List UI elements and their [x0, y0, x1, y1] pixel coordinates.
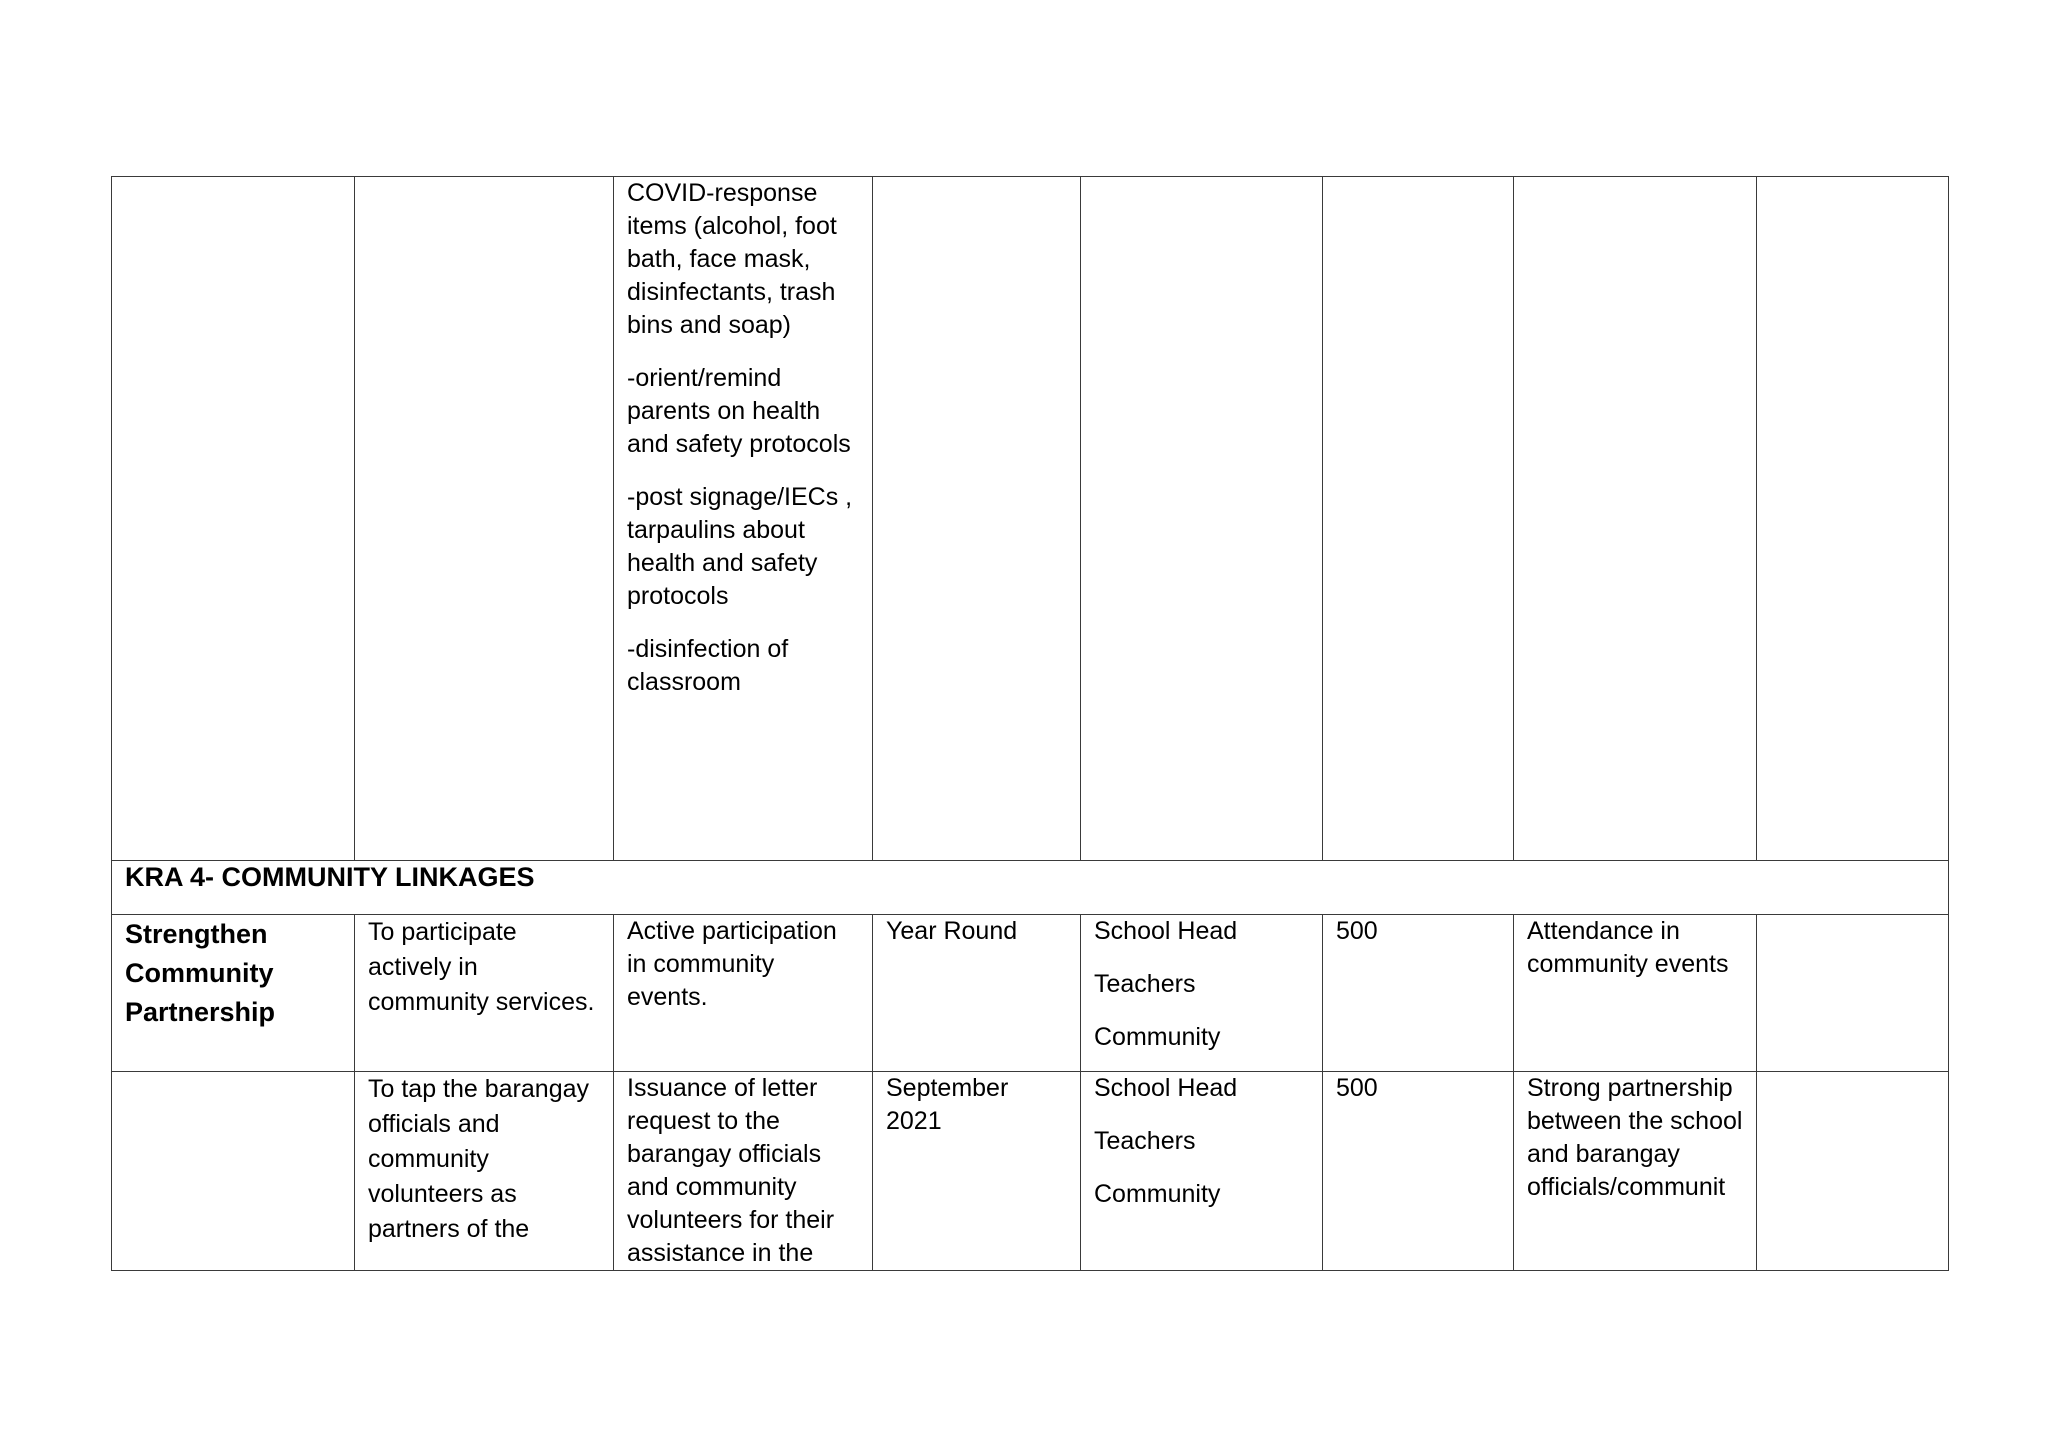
person-teachers: Teachers — [1094, 1127, 1196, 1155]
person-community: Community — [1094, 1180, 1221, 1208]
cell-remarks — [1757, 915, 1949, 1072]
kra-heading: KRA 4- COMMUNITY LINKAGES — [112, 861, 1949, 915]
cell-budget-empty — [1323, 177, 1514, 861]
cell-strategy: To tap the barangay officials and community volunteers as partners of the — [355, 1072, 614, 1271]
cell-strategy-empty — [355, 177, 614, 861]
table-row-continuation — [112, 177, 1949, 861]
person-teachers: Teachers — [1094, 970, 1196, 998]
table-row-barangay — [112, 1072, 1949, 1271]
cell-activities — [614, 177, 873, 861]
cell-persons-empty — [1081, 177, 1323, 861]
cell-persons — [1081, 915, 1323, 1072]
action-plan-table — [111, 176, 1949, 1271]
activity-orient-parents: -orient/remind parents on health and safety protocols — [627, 364, 851, 458]
cell-output-empty — [1514, 177, 1757, 861]
activity-covid-items: COVID-response items (alcohol, foot bath, face mask, disinfectants, trash bins and soap) — [627, 179, 837, 339]
cell-budget: 500 — [1323, 915, 1514, 1072]
cell-objective-empty — [112, 177, 355, 861]
cell-objective-empty — [112, 1072, 355, 1271]
cell-persons — [1081, 1072, 1323, 1271]
cell-output: Strong partnership between the school and barangay officials/communit — [1514, 1072, 1757, 1271]
cell-budget: 500 — [1323, 1072, 1514, 1271]
cell-activity: Issuance of letter request to the barangay officials and community volunteers for their assistance in the — [614, 1072, 873, 1271]
person-school-head: School Head — [1094, 917, 1238, 945]
activity-disinfection: -disinfection of classroom — [627, 635, 789, 696]
cell-activity: Active participation in community events. — [614, 915, 873, 1072]
activity-post-signage: -post signage/IECs , tarpaulins about health and safety protocols — [627, 483, 853, 610]
person-community: Community — [1094, 1023, 1221, 1051]
table-row-kra-heading — [112, 861, 1949, 915]
cell-strategy: To participate actively in community services. — [355, 915, 614, 1072]
cell-objective: Strengthen Community Partnership — [112, 915, 355, 1072]
cell-remarks — [1757, 1072, 1949, 1271]
person-school-head: School Head — [1094, 1074, 1238, 1102]
cell-time-frame: September 2021 — [873, 1072, 1081, 1271]
cell-output: Attendance in community events — [1514, 915, 1757, 1072]
table-row-partnership — [112, 915, 1949, 1072]
cell-time-frame: Year Round — [873, 915, 1081, 1072]
cell-remarks-empty — [1757, 177, 1949, 861]
cell-time-frame-empty — [873, 177, 1081, 861]
